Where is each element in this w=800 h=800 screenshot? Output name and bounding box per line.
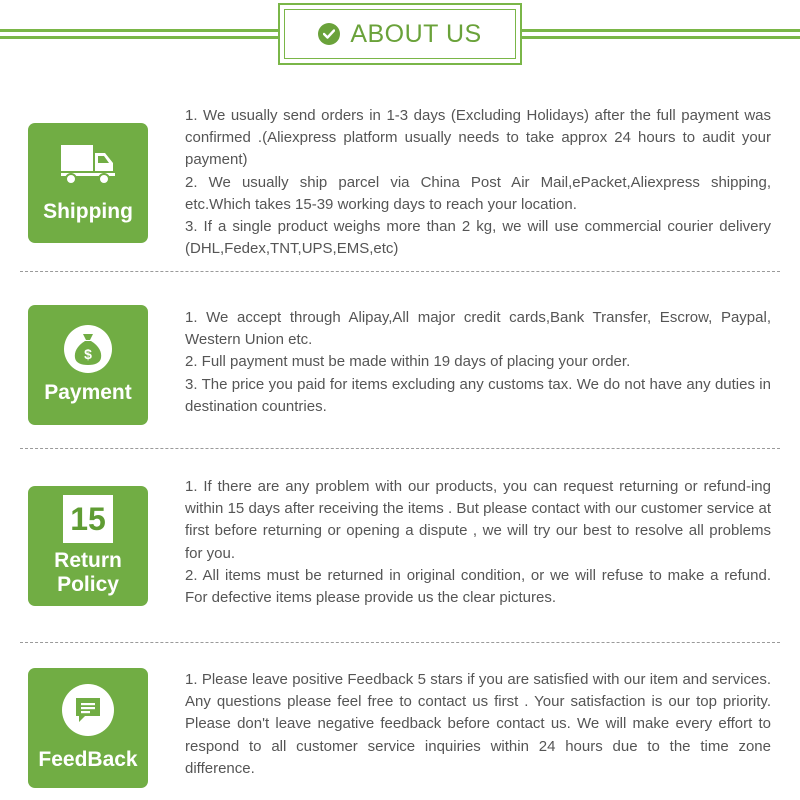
shipping-badge: [28, 123, 148, 243]
shipping-paragraph: 3. If a single product weighs more than 2 kg, we will use commercial courier delivery (DHL,Fedex,TNT,UPS,EMS,etc): [185, 218, 771, 258]
header-inner: [284, 9, 516, 59]
shipping-label: Shipping: [43, 199, 133, 223]
return-text: [185, 476, 771, 609]
payment-text: [185, 307, 771, 418]
feedback-badge: [28, 668, 148, 788]
return-policy-badge: [28, 486, 148, 606]
fifteen-days-icon: 15: [63, 495, 113, 543]
money-bag-icon: [64, 325, 112, 373]
payment-label: Payment: [44, 381, 132, 404]
chat-bubble-icon: [62, 684, 114, 736]
shipping-paragraph: 1. We usually send orders in 1-3 days (Excluding Holidays) after the full payment was confirmed .(Aliexpress platform usually needs to take approx 24 hours to audit your payment): [185, 107, 771, 169]
payment-paragraph: 2. Full payment must be made within 19 days of placing your order.: [185, 353, 631, 371]
shipping-paragraph: 2. We usually ship parcel via China Post Air Mail,ePacket,Aliexpress shipping, etc.Which takes 15-39 working days to reach your location.: [185, 173, 771, 213]
feedback-paragraph: 1. Please leave positive Feedback 5 stars if you are satisfied with our item and services. Any questions please feel free to contact us first . Your satisfaction is our top priority. Please don't leave negative feedback before contact us. We will make every effort to respond to all customer service inquiries within 24 hours due to the time zone difference.: [185, 671, 771, 777]
page-title: ABOUT US: [350, 19, 482, 48]
feedback-text: [185, 669, 771, 780]
payment-paragraph: 1. We accept through Alipay,All major credit cards,Bank Transfer, Escrow, Paypal, Western Union etc.: [185, 309, 771, 349]
return-label-line2: Policy: [57, 573, 119, 596]
payment-badge: [28, 305, 148, 425]
shipping-text: [185, 105, 771, 260]
section-divider: [20, 642, 780, 643]
return-paragraph: 1. If there are any problem with our products, you can request returning or refund-ing within 15 days after receiving the items . But please contact with our customer service at first before returning or opening a dispute , we will try our best to resolve all problems for you.: [185, 478, 771, 562]
truck-icon: [61, 143, 115, 190]
section-divider: [20, 448, 780, 449]
payment-paragraph: 3. The price you paid for items excluding any customs tax. We do not have any duties in destination countries.: [185, 375, 771, 415]
return-label-line1: Return: [54, 549, 122, 572]
return-paragraph: 2. All items must be returned in original condition, or we will refuse to make a refund. For defective items please provide us the clear pictures.: [185, 566, 771, 607]
section-divider: [20, 271, 780, 272]
feedback-label: FeedBack: [38, 748, 138, 771]
header-frame: [278, 3, 522, 65]
check-circle-icon: [318, 23, 340, 45]
dollar-sign: $: [84, 346, 92, 362]
